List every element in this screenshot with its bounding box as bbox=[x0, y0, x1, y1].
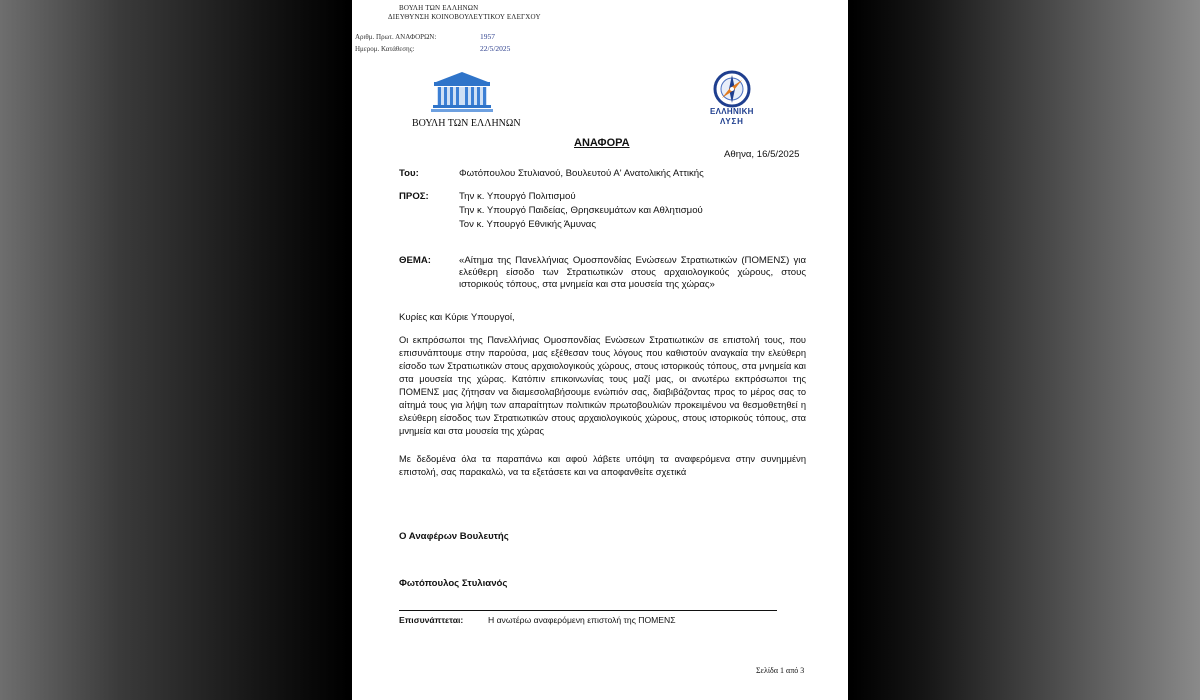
from-label: Του: bbox=[399, 168, 419, 179]
page-number: Σελίδα 1 από 3 bbox=[756, 666, 805, 675]
body-paragraph: Με δεδομένα όλα τα παραπάνω και αφού λάβετε υπόψη τα αναφερόμενα στην συνημμένη επιστολή, σας παρακαλώ, να τα εξετάσετε και να αποφανθείτε σχετικά bbox=[399, 454, 806, 477]
to-label: ΠΡΟΣ: bbox=[399, 191, 429, 202]
subject-line: ιστορικούς τόπους, στα μνημεία και στα μουσεία της χώρας» bbox=[459, 279, 715, 290]
protocol-label: Αριθμ. Πρωτ. ΑΝΑΦΟΡΩΝ: bbox=[355, 33, 437, 41]
compass-logo-icon bbox=[713, 70, 751, 108]
signature-name: Φωτόπουλος Στυλιανός bbox=[399, 578, 508, 589]
salutation: Κυρίες και Κύριε Υπουργοί, bbox=[399, 312, 515, 323]
submission-date: 22/5/2025 bbox=[480, 44, 511, 53]
document-title: ΑΝΑΦΟΡΑ bbox=[574, 137, 630, 149]
recipient-item: Την κ. Υπουργό Παιδείας, Θρησκευμάτων και Αθλητισμού bbox=[459, 205, 703, 216]
document-page bbox=[352, 0, 848, 700]
parliament-caption: ΒΟΥΛΗ ΤΩΝ ΕΛΛΗΝΩΝ bbox=[412, 118, 521, 129]
signature-role: Ο Αναφέρων Βουλευτής bbox=[399, 531, 509, 542]
parliament-building-icon bbox=[430, 70, 494, 116]
party-name-line2: ΛΥΣΗ bbox=[720, 117, 744, 126]
body-paragraph: Οι εκπρόσωποι της Πανελλήνιας Ομοσπονδίας Ενώσεων Στρατιωτικών σε επιστολή τους, που επισυνάπτουμε στην παρούσα, μας εξέθεσαν τους λόγους που καθιστούν αναγκαία την ελεύθερη είσοδο των Στρατιωτικών στους αρχαιολογικούς χώρους, στους ιστορικούς τόπους, στα μνημεία και στα μουσεία της χώρας. Κατόπιν επικοινωνίας τους μαζί μας, οι ανωτέρω εκπρόσωποι της ΠΟΜΕΝΣ μας ζήτησαν να διαμεσολαβήσουμε ενώπιόν σας, διαβιβάζοντας προς το μέρος σας το αίτημά τους για λήψη των απαραίτητων πολιτικών πρωτοβουλιών προκειμένου να θεσμοθετηθεί η ελεύθερη είσοδος των Στρατιωτικών στους αρχαιολογικούς χώρους, στους ιστορικούς τόπους, στα μνημεία και στα μουσεία της χώρας bbox=[399, 335, 806, 436]
recipient-item: Τον κ. Υπουργό Εθνικής Άμυνας bbox=[459, 219, 596, 230]
attachment-value: Η ανωτέρω αναφερόμενη επιστολή της ΠΟΜΕΝΣ bbox=[488, 615, 676, 625]
recipient-item: Την κ. Υπουργό Πολιτισμού bbox=[459, 191, 576, 202]
letterhead-line1: ΒΟΥΛΗ ΤΩΝ ΕΛΛΗΝΩΝ bbox=[399, 4, 479, 12]
submission-date-label: Ημερομ. Κατάθεσης: bbox=[355, 45, 415, 53]
protocol-number: 1957 bbox=[480, 32, 495, 41]
from-value: Φωτόπουλου Στυλιανού, Βουλευτού Α' Ανατολικής Αττικής bbox=[459, 168, 704, 179]
subject-line: «Αίτημα της Πανελλήνιας Ομοσπονδίας Ενώσεων Στρατιωτικών (ΠΟΜΕΝΣ) για bbox=[459, 255, 806, 266]
letterhead-line2: ΔΙΕΥΘΥΝΣΗ ΚΟΙΝΟΒΟΥΛΕΥΤΙΚΟΥ ΕΛΕΓΧΟΥ bbox=[388, 13, 541, 21]
subject-label: ΘΕΜΑ: bbox=[399, 255, 431, 266]
party-name-line1: ΕΛΛΗΝΙΚΗ bbox=[710, 107, 754, 116]
place-date: Αθηνα, 16/5/2025 bbox=[724, 149, 800, 160]
subject-line: ελεύθερη είσοδο των Στρατιωτικών στους αρχαιολογικούς χώρους, στους bbox=[459, 267, 806, 278]
separator-line bbox=[399, 610, 777, 611]
attachment-label: Επισυνάπτεται: bbox=[399, 615, 464, 625]
